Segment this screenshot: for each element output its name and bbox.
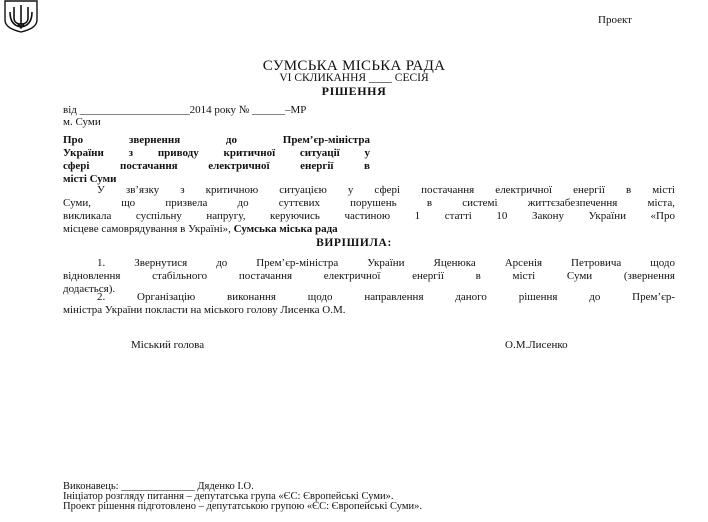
- session-line: VI СКЛИКАННЯ ____ СЕСІЯ: [279, 72, 429, 84]
- item-line: додається).: [63, 283, 116, 295]
- preamble-last-line: [63, 223, 675, 236]
- council-bold: Сумська міська рада: [233, 223, 338, 235]
- draft-label: Проект: [598, 14, 632, 26]
- subject-line: місті Суми: [63, 173, 117, 185]
- prepared-line: Проект рішення підготовлено – депутатською групою «ЄС: Європейські Суми».: [63, 501, 423, 512]
- subject-line: Про звернення до Прем’єр-міністра: [63, 134, 370, 146]
- item-line: 2. Організацію виконання щодо направлення даного рішення до Прем’єр-: [97, 291, 675, 303]
- signature-name: О.М.Лисенко: [505, 339, 568, 351]
- subject-line: України з приводу критичної ситуації у: [63, 147, 370, 159]
- executor-line: Виконавець: ______________ Дяденко І.О.: [63, 481, 254, 492]
- preamble-line: У зв’язку з критичною ситуацією у сфері постачання електричної енергії в місті: [97, 184, 675, 196]
- item-line: 1. Звернутися до Прем’єр-міністра України Яценюка Арсенія Петровича щодо: [97, 257, 675, 269]
- subject-line: сфері постачання електричної енергії в: [63, 160, 370, 172]
- decision-title: РІШЕННЯ: [321, 84, 387, 98]
- coat-of-arms-icon: [0, 0, 42, 33]
- preamble-line: місцеве самоврядування в Україні»,: [63, 223, 231, 235]
- preamble-paragraph: [63, 184, 675, 236]
- initiator-line: Ініціатор розгляду питання – депутатська група «ЄС: Європейські Суми».: [63, 491, 394, 502]
- date-line: від ____________________2014 року № ______–МР: [63, 104, 307, 116]
- item-line: міністра України покласти на міського голову Лисенка О.М.: [63, 304, 346, 316]
- city-line: м. Суми: [63, 116, 101, 128]
- item-2-paragraph: [63, 291, 675, 317]
- preamble-line: викликала суспільну напругу, керуючись частиною 1 статті 10 Закону України «Про: [63, 210, 675, 222]
- decision-subject: [63, 134, 370, 186]
- preamble-line: Суми, що призвела до суттєвих порушень в системі життєзабезпечення міста,: [63, 197, 675, 209]
- council-name: СУМСЬКА МІСЬКА РАДА: [262, 58, 446, 74]
- resolved-heading: ВИРІШИЛА:: [316, 237, 392, 249]
- item-line: відновлення стабільного постачання електричної енергії в місті Суми (звернення: [63, 270, 675, 282]
- signature-title: Міський голова: [131, 339, 205, 351]
